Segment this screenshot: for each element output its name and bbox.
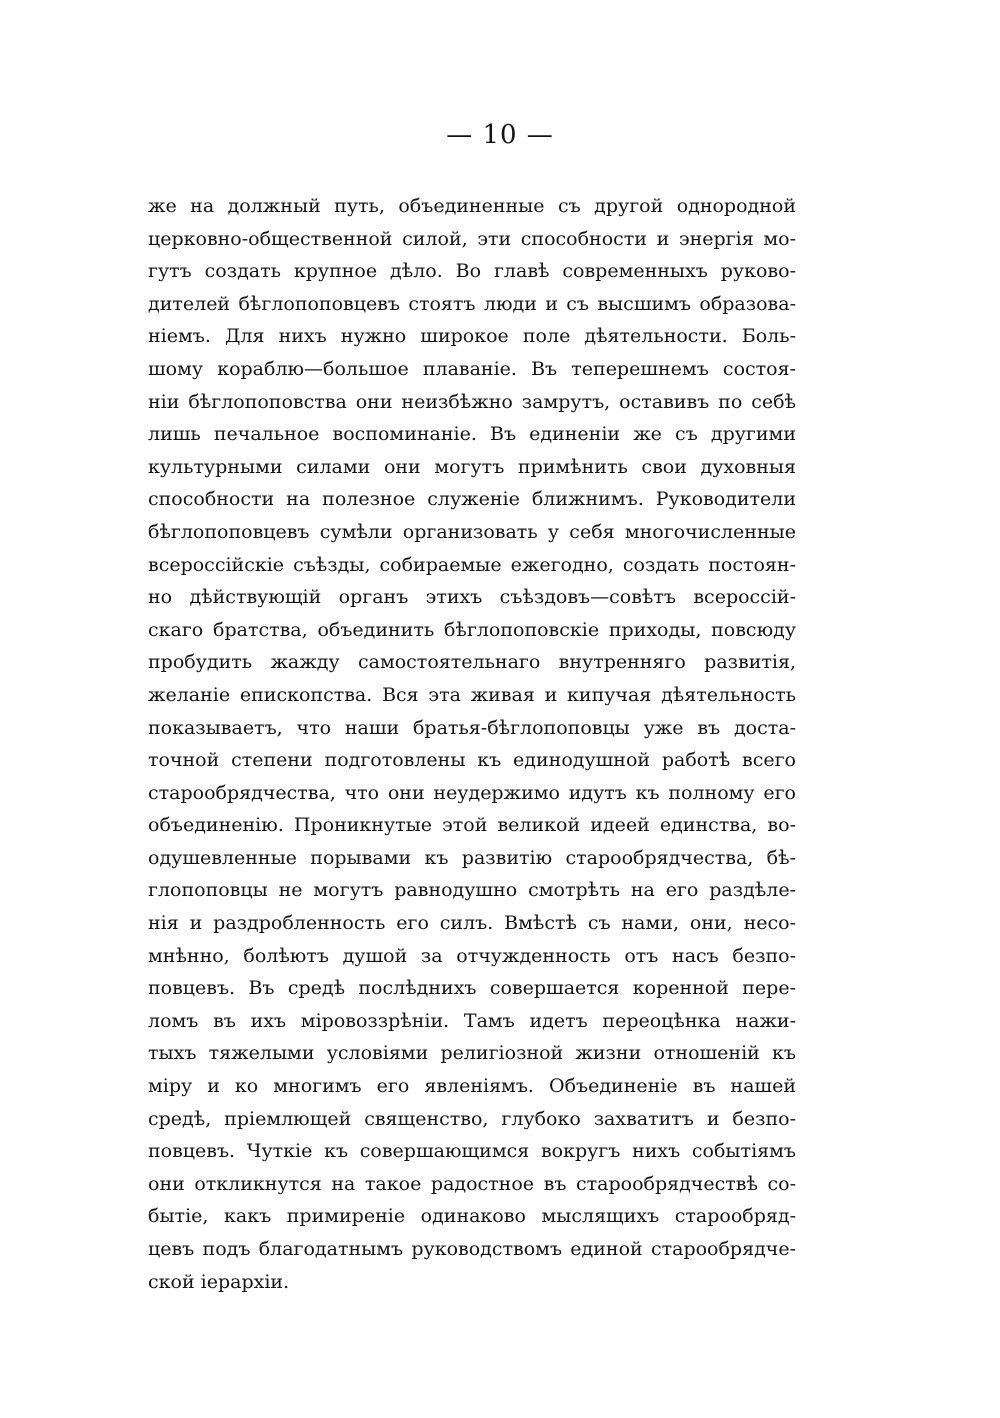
text-line: способности на полезное служеніе ближнимъ. Руководители (148, 488, 796, 511)
text-line: пробудить жажду самостоятельнаго внутренняго развитія, (148, 651, 796, 674)
text-line: но дѣйствующій органъ этихъ съѣздовъ—совѣтъ всероссій- (148, 586, 796, 609)
text-line: всероссійскіе съѣзды, собираемые ежегодно, создать постоян- (148, 553, 796, 576)
text-line: одушевленные порывами къ развитію старообрядчества, бѣ- (148, 846, 796, 869)
text-line: старообрядчества, что они неудержимо идутъ къ полному его (148, 781, 796, 804)
text-line: лишь печальное воспоминаніе. Въ единеніи же съ другими (148, 423, 796, 446)
text-line: міру и ко многимъ его явленіямъ. Объединеніе въ нашей (148, 1075, 796, 1098)
text-line: цевъ подъ благодатнымъ руководствомъ единой старообрядче- (148, 1238, 796, 1260)
text-line: бытіе, какъ примиреніе одинаково мыслящихъ старообряд- (148, 1205, 796, 1228)
text-line: точной степени подготовлены къ единодушной работѣ всего (148, 749, 796, 772)
text-line: ской іерархіи. (148, 1270, 290, 1293)
text-line: тыхъ тяжелыми условіями религіозной жизни отношеній къ (148, 1042, 796, 1065)
text-line: повцевъ. Въ средѣ послѣднихъ совершается коренной пере- (148, 977, 796, 1000)
text-line: ніемъ. Для нихъ нужно широкое поле дѣятельности. Боль- (148, 325, 796, 348)
text-line: показываетъ, что наши братья-бѣглопоповцы уже въ доста- (148, 716, 796, 739)
text-line: ніи бѣглопоповства они неизбѣжно замрутъ, оставивъ по себѣ (148, 390, 796, 413)
text-line: мнѣнно, болѣютъ душой за отчужденность отъ насъ безпо- (148, 944, 796, 967)
text-line: они откликнутся на такое радостное въ старообрядчествѣ со- (148, 1172, 796, 1195)
text-line: желаніе епископства. Вся эта живая и кипучая дѣятельность (148, 683, 796, 706)
body-text (148, 190, 796, 1298)
text-line: глопоповцы не могутъ равнодушно смотрѣть на его раздѣле- (148, 879, 796, 902)
text-line: шому кораблю—большое плаваніе. Въ теперешнемъ состоя- (148, 357, 796, 380)
text-line: объединенію. Проникнутые этой великой идеей единства, во- (148, 814, 796, 837)
text-line: дителей бѣглопоповцевъ стоятъ люди и съ высшимъ образова- (148, 292, 796, 315)
text-line: скаго братства, объединить бѣглопоповскіе приходы, повсюду (148, 618, 796, 641)
text-line: церковно-общественной силой, эти способности и энергія мо- (148, 227, 796, 250)
text-line: культурными силами они могутъ примѣнить свои духовныя (148, 455, 796, 478)
text-line: средѣ, пріемлющей священство, глубоко захватитъ и безпо- (148, 1107, 796, 1130)
text-line: бѣглопоповцевъ сумѣли организовать у себя многочисленные (148, 520, 796, 543)
page-number: — 10 — (446, 120, 554, 150)
text-line: нія и раздробленность его силъ. Вмѣстѣ съ нами, они, несо- (148, 912, 796, 935)
text-line: ломъ въ ихъ міровоззрѣніи. Тамъ идетъ переоцѣнка нажи- (148, 1009, 796, 1032)
text-line: гутъ создать крупное дѣло. Во главѣ современныхъ руково- (148, 260, 796, 283)
text-line: же на должный путь, объединенные съ другой однородной (148, 195, 796, 217)
text-line: повцевъ. Чуткіе къ совершающимся вокругъ нихъ событіямъ (148, 1140, 796, 1163)
